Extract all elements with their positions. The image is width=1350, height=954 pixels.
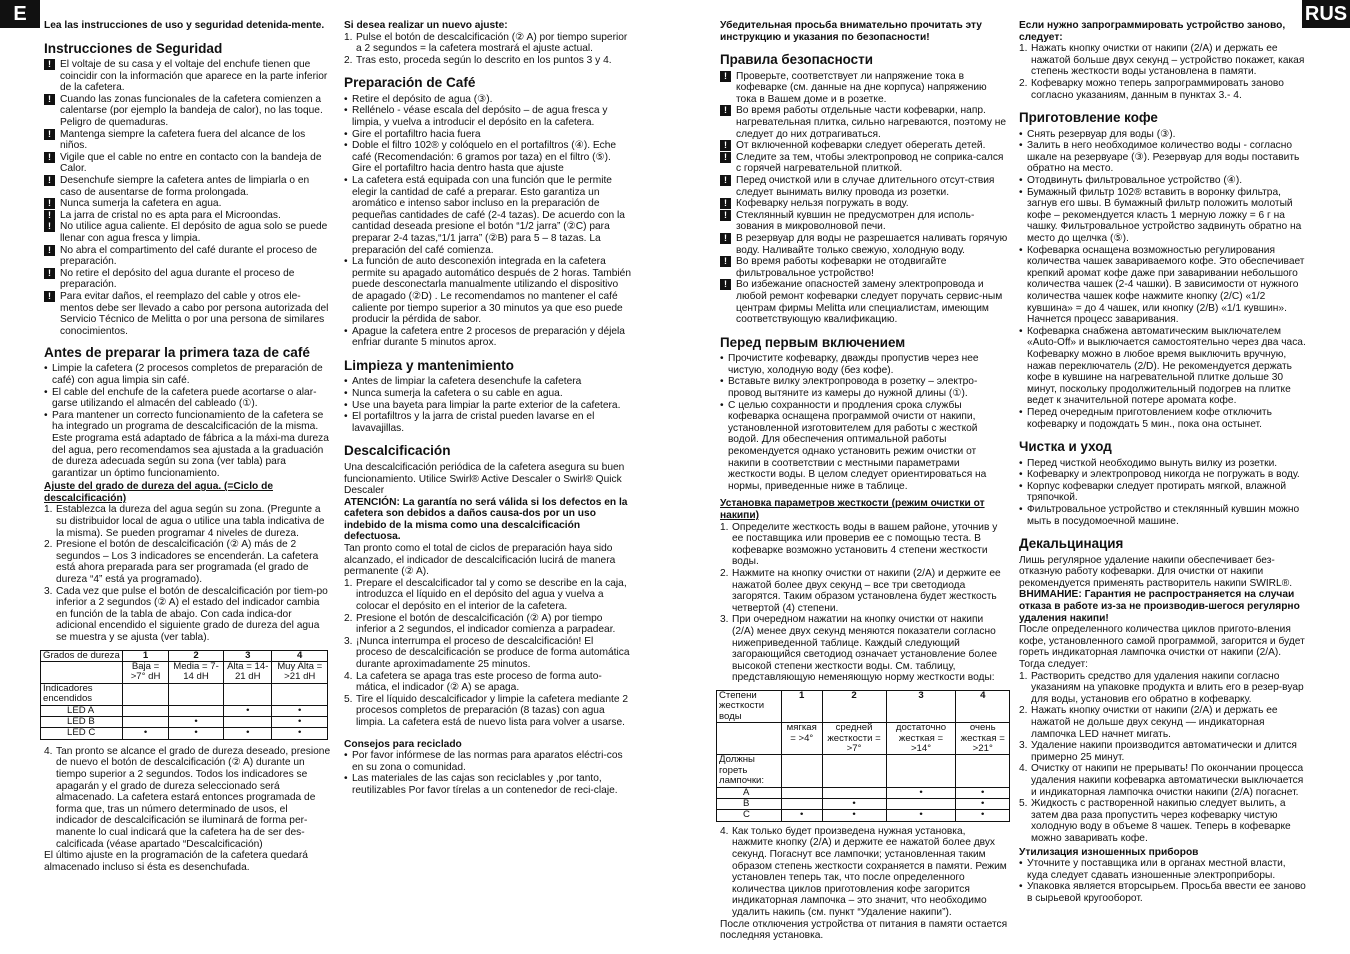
table-header-cell: Степени жесткости воды	[717, 690, 782, 722]
es-hardness-last: El último ajuste en la programación de la cafetera quedará almacenado incluso si ésta es desenchufada.	[44, 850, 308, 873]
es-column-2	[344, 20, 632, 797]
led-mark-cell: •	[168, 717, 223, 728]
led-mark-cell	[886, 798, 956, 809]
warning-text: Проверьте, соответствует ли напряжение тока в кофеварке (см. данные на дне корпуса) напряжению тока в Вашем доме и в розетке.	[736, 70, 987, 105]
level-header-cell: 2	[168, 650, 223, 661]
table-row	[717, 723, 1010, 755]
list-item: • Кофеварка оснащена возможностью регулирования количества чашек завариваемого кофе. Это обеспечивает крепкий аромат кофе даже при заваривании небольшого количества чашек (2-4 чашки). В зависимости от нужного количества чашек кофе нажмите кнопку (2/C) «1/2 кувшина» = до 4 чашек, или кнопку (2/B) «1/1 кувшин». Начнется процесс заваривания.	[1019, 245, 1306, 326]
led-mark-cell: •	[886, 810, 956, 821]
es-safety-title: Instrucciones de Seguridad	[44, 40, 223, 56]
led-mark-cell: •	[886, 787, 956, 798]
ru-prep-title: Приготовление кофе	[1019, 110, 1158, 126]
es-safety-list	[44, 59, 331, 337]
es-recycle-title: Consejos para reciclado	[344, 738, 462, 750]
step-number: 2.	[1019, 705, 1028, 717]
step-text: При очередном нажатии на кнопку очистки от накипи (2/A) менее двух секунд меняются показатели согласно нижеприведенной таблице. Каждый следующий загорающийся светодиод означает установление более высокой степени жесткости воды. См. таблицу, представляющую неменяющую норму жесткости воды:	[732, 614, 998, 684]
ru-descal-p1: Лишь регулярное удаление накипи обеспечивает без-отказную работу кофеварки. Для очистки от накипи рекомендуется применять растворитель накипи SWIRL®.	[1019, 554, 1293, 589]
numbered-step	[344, 694, 632, 729]
table-cell	[224, 683, 272, 705]
ru-newset-steps	[1019, 43, 1306, 101]
list-item: • Кофеварка снабжена автоматическим выключателем «Auto-Off» и выключается самостоятельно через два часа. Кофеварку можно в любое время выключить вручную, нажав переключатель (2/D). Не рекомендуется держать кофе в кувшине на нагревательной плитке дольше 30 минут, поскольку продолжительный подогрев на плитке ведет к значительной потере аромата кофе.	[1019, 326, 1306, 407]
ru-safety-list	[720, 71, 1008, 326]
table-cell	[41, 662, 123, 684]
led-mark-cell: •	[956, 787, 1010, 798]
step-number: 2.	[1019, 77, 1028, 89]
es-prep-list	[344, 94, 632, 349]
step-text: Cada vez que pulse el botón de descalcificación por tiem-po inferior a 2 segundos (② A) el estado del indicador cambia en función de la tabla de abajo. Con cada indica-dor adicional encendido el siguiente grado de dureza del agua se muestra y se ajusta (ver tabla).	[56, 585, 328, 643]
numbered-step	[1019, 671, 1306, 706]
step-text: Нажать кнопку очистки от накипи (2/A) и держать ее нажатой не дольше двух секунд — индикаторная лампочка LED начнет мигать.	[1031, 705, 1278, 740]
led-mark-cell	[123, 717, 169, 728]
numbered-step	[344, 55, 632, 67]
step-text: Очистку от накипи не прерывать! По окончании процесса удаления накипи кофеварка автоматически выключается и индикаторная лампочка очистки накипи (2/A) погаснет.	[1031, 763, 1304, 798]
warning-text: La jarra de cristal no es apta para el Microondas.	[60, 209, 281, 221]
list-item: • Уточните у поставщика или в органах местной власти, куда следует сдавать изношенные электроприборы.	[1019, 858, 1306, 881]
level-header-cell: 1	[781, 690, 822, 722]
numbered-step	[344, 671, 632, 694]
numbered-step	[344, 32, 632, 55]
list-item: • Вставьте вилку электропровода в розетку – электро-провод вытяните из камеры до нужной длины (①).	[720, 376, 1008, 399]
level-description-cell: Baja = >7° dH	[123, 662, 169, 684]
step-number: 2.	[44, 539, 53, 551]
list-item: • Gire el portafiltro hacia fuera	[344, 129, 632, 141]
numbered-step	[1019, 740, 1306, 763]
level-description-cell: средней жесткости = >7°	[822, 723, 886, 755]
es-column-1	[44, 20, 331, 873]
numbered-step	[1019, 43, 1306, 78]
ru-descal-p2: ВНИМАНИЕ: Гарантия не распространяется на случаи отказа в работе из-за не производив-шегося регулярно удаления накипи!	[1019, 589, 1300, 624]
step-number: 3.	[720, 614, 729, 626]
warning-item	[44, 221, 331, 244]
warning-icon: !	[720, 198, 731, 209]
ru-column-2	[1019, 20, 1306, 904]
ru-hardness-title: Установка параметров жесткости (режим очистки от накипи)	[720, 498, 985, 521]
list-item: • Фильтровальное устройство и стеклянный кувшин можно мыть в посудомоечной машине.	[1019, 504, 1306, 527]
es-clean-title: Limpieza y mantenimiento	[344, 357, 514, 373]
ru-clean-title: Чистка и уход	[1019, 439, 1112, 455]
es-newset-title: Si desea realizar un nuevo ajuste:	[344, 20, 508, 31]
ru-intro: Убедительная просьба внимательно прочитать эту инструкцию и указания по безопасности!	[720, 20, 982, 43]
step-text: Жидкость с растворенной накипью следует вылить, а затем два раза пропустить через кофеварку чистую холодную воду в объеме 8 чашек. Теперь в кофеварке можно заваривать кофе.	[1031, 798, 1291, 844]
led-name-cell: C	[717, 810, 782, 821]
table-row	[41, 717, 328, 728]
led-mark-cell: •	[224, 728, 272, 739]
warning-item	[720, 175, 1008, 198]
ru-descal-p3: После определенного количества циклов пригото-вления кофе, установленного самой программой, загорится и будет гореть индикаторная лампочка очистки от накипи (2/A). Тогда следует:	[1019, 624, 1305, 670]
led-name-cell: B	[717, 798, 782, 809]
level-description-cell: Media = 7-14 dH	[168, 662, 223, 684]
step-number: 3.	[44, 585, 53, 597]
led-mark-cell: •	[272, 717, 328, 728]
numbered-step	[720, 614, 1008, 684]
step-number: 1.	[720, 521, 729, 533]
warning-text: El voltaje de su casa y el voltaje del enchufe tienen que coincidir con la información que aparece en la parte inferior de la cafetera.	[60, 59, 328, 94]
led-name-cell: LED B	[41, 717, 123, 728]
numbered-step	[344, 578, 632, 613]
step-number: 2.	[344, 612, 353, 624]
step-number: 1.	[344, 31, 353, 43]
step-number: 1.	[344, 577, 353, 589]
step-text: Нажать кнопку очистки от накипи (2/A) и держать ее нажатой больше двух секунд – устройство покажет, какая степень жесткости воды установлена в памяти.	[1031, 43, 1305, 78]
table-cell	[781, 755, 822, 787]
ru-descal-title: Декальцинация	[1019, 536, 1124, 552]
step-number: 5.	[1019, 798, 1028, 810]
warning-icon: !	[44, 221, 55, 232]
warning-item	[720, 105, 1008, 140]
step-text: Establezca la dureza del agua según su zona. (Pregunte a su distribuidor local de agua o utilice una tabla indicativa de la misma). Se pueden programar 4 niveles de dureza.	[56, 504, 325, 539]
numbered-step	[720, 568, 1008, 614]
led-mark-cell	[224, 717, 272, 728]
warning-item	[720, 152, 1008, 175]
warning-text: No utilice agua caliente. El depósito de agua solo se puede llenar con agua fresca y limpia.	[60, 221, 328, 244]
warning-item	[720, 233, 1008, 256]
list-item: • Упаковка является вторсырьем. Просьба ввести ее заново в сырьевой кругооборот.	[1019, 881, 1306, 904]
es-descal-p1: Una descalcificación periódica de la cafetera asegura su buen funcionamiento. Utilice Swirl® Active Descaler o Swirl® Quick Descaler	[344, 461, 625, 497]
warning-item	[44, 59, 331, 94]
list-item: • Снять резервуар для воды (③).	[1019, 129, 1306, 141]
list-item: • Para mantener un correcto funcionamiento de la cafetera se ha integrado un programa de descalcificación de la misma. Este programa está adaptado de fábrica a la máxi-ma dureza del agua, pero recomendamos sea ajustada a la graduación de dureza adecuada según su zona (ver tabla) para garantizar un óptimo funcionamiento.	[44, 410, 331, 480]
warning-item	[44, 210, 331, 222]
table-row	[717, 755, 1010, 787]
step-number: 1.	[1019, 43, 1028, 55]
list-item: • Apague la cafetera entre 2 procesos de preparación y déjela enfriar durante 5 minutos aprox.	[344, 326, 632, 349]
warning-text: Vigile que el cable no entre en contacto con la bandeja de Calor.	[60, 151, 322, 175]
es-hardness-step4: 4. Tan pronto se alcance el grado de dureza deseado, presione de nuevo el botón de descalcificación (② A) durante un tiempo superior a 2 segundos. Todos los indicadores se apagarán y el grado de dureza seleccionado será almacenado. La cafetera estará entonces programada de forma que, tras un número determinado de usos, el indicador de descalcificación se iluminará de forma per-manente lo cual indicará que la cafetera ha de ser des-calcificada (véase apartado “Descalcificación)	[44, 745, 331, 850]
warning-text: Cuando las zonas funcionales de la cafetera comienzen a calentarse (por ejemplo la bandeja de calor), no las toque. Peligro de quemaduras.	[60, 93, 323, 129]
table-row	[41, 683, 328, 705]
numbered-step	[1019, 763, 1306, 798]
indicators-label-cell: Indicadores encendidos	[41, 683, 123, 705]
warning-icon: !	[44, 210, 55, 221]
ru-descal-steps	[1019, 671, 1306, 845]
warning-text: Mantenga siempre la cafetera fuera del alcance de los niños.	[60, 128, 306, 152]
table-row	[41, 705, 328, 716]
led-mark-cell: •	[168, 728, 223, 739]
list-item: • El portafiltros y la jarra de cristal pueden lavarse en el lavavajillas.	[344, 411, 632, 434]
list-item: • С целью сохранности и продления срока службы кофеварка оснащена программой очисти от накипи, установленной изготовителем для работы с жесткой водой. Для обеспечения оптимальной работы рекомендуется однако установить режим очистки от накипи в соответствии с местными параметрами жесткости воды. В целом следует ориентироваться на нормы, приведенные ниже в таблице.	[720, 400, 1008, 493]
warning-icon: !	[720, 105, 731, 116]
led-mark-cell: •	[224, 705, 272, 716]
list-item: • Las materiales de las cajas son reciclables y ,por tanto, reutilizables Por favor tírelas a un contenedor de reci-claje.	[344, 773, 632, 796]
warning-item	[44, 198, 331, 210]
warning-icon: !	[44, 59, 55, 70]
warning-item	[720, 210, 1008, 233]
ru-safety-title: Правила безопасности	[720, 52, 873, 68]
led-mark-cell: •	[822, 798, 886, 809]
table-cell	[123, 683, 169, 705]
numbered-step	[1019, 798, 1306, 844]
warning-item	[44, 129, 331, 152]
warning-text: Desenchufe siempre la cafetera antes de limpiarla o en caso de ausentarse de forma prolongada.	[60, 175, 310, 198]
step-number: 2.	[344, 54, 353, 66]
warning-text: Во время работы кофеварки не отодвигайте фильтровальное устройство!	[736, 256, 947, 279]
es-hardness-steps	[44, 504, 331, 643]
warning-item	[44, 94, 331, 129]
led-mark-cell: •	[956, 810, 1010, 821]
ru-step4-text: Как только будет произведена нужная установка, нажмите кнопку (2/A) и держите ее нажатой более двух секунд. Погаснут все лампочки; установленная таким образом степень жесткости сохраняется в памяти. Режим установлен теперь так, что после определенного количества циклов приготовления кофе загорится индикаторная лампочка – это значит, что необходимо удалить накипь (см. пункт “Удаление накипи”).	[732, 825, 1007, 918]
warning-icon: !	[720, 152, 731, 163]
led-mark-cell: •	[956, 798, 1010, 809]
warning-text: Во время работы отдельные части кофеварки, напр. нагревательная плитка, сильно нагреваются, поэтому не следует до них дотрагиваться.	[736, 105, 1007, 140]
table-cell	[822, 755, 886, 787]
ru-hardness-table	[716, 690, 1010, 822]
warning-text: Во избежание опасностей замену электропровода и любой ремонт кофеварки следует поручать сервис-ным центрам фирмы Melitta или специалистам, имеющим соответствующую квалификацию.	[736, 279, 1003, 326]
warning-item	[44, 175, 331, 198]
table-row	[41, 662, 328, 684]
led-name-cell: LED A	[41, 705, 123, 716]
es-hardness-table	[40, 650, 328, 740]
warning-item	[720, 256, 1008, 279]
led-mark-cell: •	[781, 810, 822, 821]
ru-hardness-step4: 4. Как только будет произведена нужная установка, нажмите кнопку (2/A) и держите ее нажатой более двух секунд. Погаснут все лампочки; установленная таким образом степень жесткости сохраняется в памяти. Режим установлен теперь так, что после определенного количества циклов приготовления кофе загорится индикаторная лампочка – это значит, что необходимо удалить накипь (см. пункт “Удаление накипи”).	[720, 825, 1007, 918]
list-item: • Бумажный фильтр 102® вставить в воронку фильтра, загнув его швы. В бумажный фильтр положить молотый кофе – рекомендуется класть 1 мерную ложку = 6 г на чашку. Фильтровальное устройство задвинуть обратно на место до щелчка (⑤).	[1019, 187, 1306, 245]
numbered-step	[1019, 705, 1306, 740]
list-item: • Отодвинуть фильтровальное устройство (④).	[1019, 175, 1306, 187]
step-number: 5.	[344, 693, 353, 705]
warning-icon: !	[44, 129, 55, 140]
ru-column-1	[720, 20, 1008, 942]
step-number: 4.	[1019, 763, 1028, 775]
table-row	[717, 798, 1010, 809]
es-before-list	[44, 363, 331, 479]
warning-icon: !	[44, 268, 55, 279]
ru-newset-title: Если нужно запрограммировать устройство заново, следует:	[1019, 20, 1286, 43]
level-header-cell: 4	[956, 690, 1010, 722]
list-item: • Перед очередным приготовлением кофе отключить кофеварку и подождать 5 мин., пока она остынет.	[1019, 407, 1306, 430]
numbered-step	[344, 613, 632, 636]
led-mark-cell	[168, 705, 223, 716]
warning-icon: !	[44, 94, 55, 105]
numbered-step	[344, 636, 632, 671]
warning-icon: !	[44, 175, 55, 186]
es-hardness-table-wrap	[40, 650, 331, 740]
list-item: • Limpie la cafetera (2 procesos completos de preparación de café) con agua limpia sin café.	[44, 363, 331, 386]
led-mark-cell	[781, 798, 822, 809]
es-descal-steps	[344, 578, 632, 729]
list-item: • Корпус кофеварки следует протирать мягкой, влажной тряпочкой.	[1019, 481, 1306, 504]
level-header-cell: 2	[822, 690, 886, 722]
step-text: Удаление накипи производится автоматически и длится примерно 25 минут.	[1031, 740, 1297, 763]
warning-item	[44, 245, 331, 268]
level-description-cell: Alta = 14-21 dH	[224, 662, 272, 684]
language-tab-ru: RUS	[1302, 0, 1350, 28]
warning-item	[720, 140, 1008, 152]
warning-text: От включенной кофеварки следует оберегать детей.	[736, 140, 986, 152]
warning-icon: !	[720, 175, 731, 186]
warning-icon: !	[720, 71, 731, 82]
warning-icon: !	[720, 140, 731, 151]
step-text: Кофеварку можно теперь запрограммировать заново согласно указаниям, данным в пунктах 3.- 4.	[1031, 77, 1284, 101]
table-cell	[168, 683, 223, 705]
step-number: 2.	[720, 567, 729, 579]
es-descal-title: Descalcificación	[344, 443, 451, 459]
warning-icon: !	[44, 198, 55, 209]
warning-item	[720, 279, 1008, 325]
step-text: Определите жесткость воды в вашем районе, уточнив у ее поставщика или проверив ее с помощью теста. В кофеварке возможно установить 4 степени жесткости воды.	[732, 521, 998, 568]
table-row	[717, 810, 1010, 821]
ru-recycle-list	[1019, 858, 1306, 904]
step-text: ¡Nunca interrumpa el proceso de descalcificación! El proceso de descalcificación se produce de forma automática durante aproximadamente 25 minutos.	[356, 635, 630, 670]
warning-icon: !	[720, 256, 731, 267]
ru-first-list	[720, 353, 1008, 492]
level-description-cell: мягкая = >4°	[781, 723, 822, 755]
level-header-cell: 4	[272, 650, 328, 661]
warning-text: Para evitar daños, el reemplazo del cable y otros ele-mentos debe ser llevado a cabo por persona autorizada del Servicio Técnico de Melitta o por una persona de similares conocimientos.	[60, 290, 329, 337]
warning-item	[44, 291, 331, 337]
list-item: • Перед чисткой необходимо вынуть вилку из розетки.	[1019, 458, 1306, 470]
ru-hardness-steps	[720, 522, 1008, 684]
es-clean-list	[344, 376, 632, 434]
level-header-cell: 3	[886, 690, 956, 722]
ru-recycle-title: Утилизация изношенных приборов	[1019, 846, 1199, 858]
ru-prep-list	[1019, 129, 1306, 430]
level-description-cell: достаточно жесткая = >14°	[886, 723, 956, 755]
step-text: Tras esto, proceda según lo descrito en los puntos 3 y 4.	[356, 54, 612, 66]
warning-text: No abra el compartimento del café durante el proceso de preparación.	[60, 244, 318, 268]
led-mark-cell: •	[272, 728, 328, 739]
es-intro: Lea las instrucciones de uso y seguridad detenida-mente.	[44, 20, 325, 31]
indicators-label-cell: Должны гореть лампочки:	[717, 755, 782, 787]
step-text: Prepare el descalcificador tal y como se describe en la caja, introduzca el líquido en el depósito del agua y vuelva a colocar el depósito en el interior de la cafetera.	[356, 577, 627, 613]
warning-item	[44, 152, 331, 175]
list-item: • Nunca sumerja la cafetera o su cable en agua.	[344, 388, 632, 400]
led-mark-cell: •	[123, 728, 169, 739]
warning-text: Кофеварку нельзя погружать в воду.	[736, 198, 909, 210]
table-header-row	[41, 650, 328, 661]
level-description-cell: Muy Alta = >21 dH	[272, 662, 328, 684]
step-number: 3.	[344, 635, 353, 647]
list-item: • Use una bayeta para limpiar la parte exterior de la cafetera.	[344, 400, 632, 412]
list-item: • El cable del enchufe de la cafetera puede acortarse o alar-garse utilizando el almacén del cableado (①).	[44, 387, 331, 410]
level-header-cell: 3	[224, 650, 272, 661]
warning-icon: !	[720, 233, 731, 244]
level-description-cell: очень жесткая = >21°	[956, 723, 1010, 755]
step-number: 1.	[1019, 670, 1028, 682]
led-name-cell: A	[717, 787, 782, 798]
table-row	[717, 787, 1010, 798]
warning-text: В резервуар для воды не разрешается наливать горячую воду. Наливайте только свежую, холодную воду.	[736, 233, 1008, 256]
step-number: 1.	[44, 504, 53, 516]
table-header-row	[717, 690, 1010, 722]
table-row	[41, 728, 328, 739]
es-descal-p3: Tan pronto como el total de ciclos de preparación haya sido alcanzado, el indicador de descalcificación lucirá de manera permanente (② A).	[344, 543, 616, 578]
warning-icon: !	[44, 291, 55, 302]
es-before-title: Antes de preparar la primera taza de café	[44, 345, 310, 361]
es-hardness-title: Ajuste del grado de dureza del agua. (=Ciclo de descalcificación)	[44, 481, 273, 504]
table-header-cell: Grados de dureza	[41, 650, 123, 661]
es-prep-title: Preparación de Café	[344, 75, 476, 91]
step-text: Tire el líquido descalcificador y limpie la cafetera mediante 2 procesos completos de preparación (8 tazas) con agua limpia. La cafetera está de nuevo lista para volver a usarse.	[356, 693, 628, 728]
es-step4-text: Tan pronto se alcance el grado de dureza deseado, presione de nuevo el botón de descalcificación (② A) durante un tiempo superior a 2 segundos. Todos los indicadores se apagarán y el grado de dureza seleccionado será almacenado. La cafetera estará entonces programada de forma que, tras un número determinado de usos, el indicador de descalcificación se iluminará de forma per-manente lo cual indicará que la cafetera ha de ser des-calcificada (véase apartado “Descalcificación)	[56, 745, 331, 850]
warning-icon: !	[720, 279, 731, 290]
table-cell	[886, 755, 956, 787]
led-name-cell: LED C	[41, 728, 123, 739]
es-descal-p2: ATENCIÓN: La garantía no será válida si los defectos en la cafetera son debidos a daños causa-dos por un uso indebido de la misma como una descalcificación defectuosa.	[344, 496, 628, 543]
list-item: • Кофеварку и электропровод никогда не погружать в воду.	[1019, 469, 1306, 481]
list-item: • Antes de limpiar la cafetera desenchufe la cafetera	[344, 376, 632, 388]
led-mark-cell: •	[272, 705, 328, 716]
warning-text: Перед очисткой или в случае длительного отсут-ствия следует вынимать вилку провода из розетки.	[736, 175, 995, 198]
list-item: • Retire el depósito de agua (③).	[344, 94, 632, 106]
list-item: • Прочистите кофеварку, дважды пропустив через нее чистую, холодную воду (без кофе).	[720, 353, 1008, 376]
warning-icon: !	[44, 245, 55, 256]
numbered-step	[1019, 78, 1306, 101]
step-text: La cafetera se apaga tras este proceso de forma auto-mática, el indicador (② A) se apaga.	[356, 670, 602, 694]
list-item: • Doble el filtro 102® y colóquelo en el portafiltros (④). Eche café (Recomendación: 6 gramos por taza) en el filtro (⑤). Gire el portafiltro hacia dentro hasta que ajuste	[344, 140, 632, 175]
step-text: Presione el botón de descalcificación (② A) por tiempo inferior a 2 segundos, el indicador comienza a parpadear.	[356, 612, 616, 636]
warning-icon: !	[720, 210, 731, 221]
step-text: Pulse el botón de descalcificación (② A) por tiempo superior a 2 segundos = la cafetera mostrará el ajuste actual.	[356, 31, 628, 55]
es-newset-steps	[344, 32, 632, 67]
warning-item	[720, 198, 1008, 210]
ru-hardness-table-wrap	[716, 690, 1008, 822]
led-mark-cell: •	[822, 810, 886, 821]
list-item: • La cafetera está equipada con una función que le permite elegir la cantidad de café a preparar. Esto garantiza un aromático e intenso sabor incluso en la preparación de pequeñas cantidades de café (2-4 tazas). De acuerdo con la cantidad deseada presione el botón “1/2 jarra” (②C) para preparar 2-4 tazas,“1/1 jarra” (②B) para 5 – 8 tazas. La preparación del café comienza.	[344, 175, 632, 256]
list-item: • Por favor infórmese de las normas para aparatos eléctri-cos en su zona o comunidad.	[344, 750, 632, 773]
table-cell	[956, 755, 1010, 787]
warning-item	[720, 71, 1008, 106]
numbered-step	[720, 522, 1008, 568]
es-recycle-list	[344, 750, 632, 796]
warning-text: No retire el depósito del agua durante el proceso de preparación.	[60, 267, 295, 291]
list-item: • La función de auto desconexión integrada en la cafetera permite su apagado automático después de 2 horas. También puede desconectarla manualmente utilizando el dispositivo de apagado (②D) . Le recomendamos no mantener el café caliente por tiempo superior a 30 minutos ya que eso puede producir la pérdida de sabor.	[344, 256, 632, 326]
list-item: • Rellénelo - véase escala del depósito – de agua fresca y limpia, y vuelva a introducir el depósito en la cafetera.	[344, 105, 632, 128]
numbered-step	[44, 504, 331, 539]
ru-hardness-last: После отключения устройства от питания в памяти остается последняя установка.	[720, 918, 1008, 942]
table-cell	[717, 723, 782, 755]
step-number: 4.	[344, 670, 353, 682]
warning-text: Стеклянный кувшин не предусмотрен для исполь-зования в микроволновой печи.	[736, 209, 975, 233]
step-text: Растворить средство для удаления накипи согласно указаниям на упаковке продукта и влить его в резер-вуар для воды, установив его обратно в кофеварку.	[1031, 670, 1304, 705]
led-mark-cell	[123, 705, 169, 716]
ru-first-title: Перед первым включением	[720, 334, 906, 350]
led-mark-cell	[822, 787, 886, 798]
step-text: Нажмите на кнопку очистки от накипи (2/A) и держите ее нажатой более двух секунд – все три светодиода загорятся. Таким образом установлена будет жесткость четвертой (4) степени.	[732, 567, 1001, 614]
numbered-step	[44, 539, 331, 585]
warning-text: Nunca sumerja la cafetera en agua.	[60, 198, 222, 210]
numbered-step	[44, 586, 331, 644]
warning-icon: !	[44, 152, 55, 163]
led-mark-cell	[781, 787, 822, 798]
step-text: Presione el botón de descalcificación (② A) más de 2 segundos – Los 3 indicadores se encenderán. La cafetera está ahora preparada para ser programada (el grado de dureza “4” está ya programado).	[56, 539, 319, 586]
table-cell	[272, 683, 328, 705]
warning-item	[44, 268, 331, 291]
step-number: 3.	[1019, 740, 1028, 752]
list-item: • Залить в него необходимое количество воды - согласно шкале на резервуаре (③). Резервуар для воды поставить обратно на место.	[1019, 140, 1306, 175]
warning-text: Следите за тем, чтобы электропровод не соприка-сался с горячей нагревательной плиткой.	[736, 151, 1004, 175]
language-tab-es: E	[0, 0, 40, 28]
ru-clean-list	[1019, 458, 1306, 528]
level-header-cell: 1	[123, 650, 169, 661]
